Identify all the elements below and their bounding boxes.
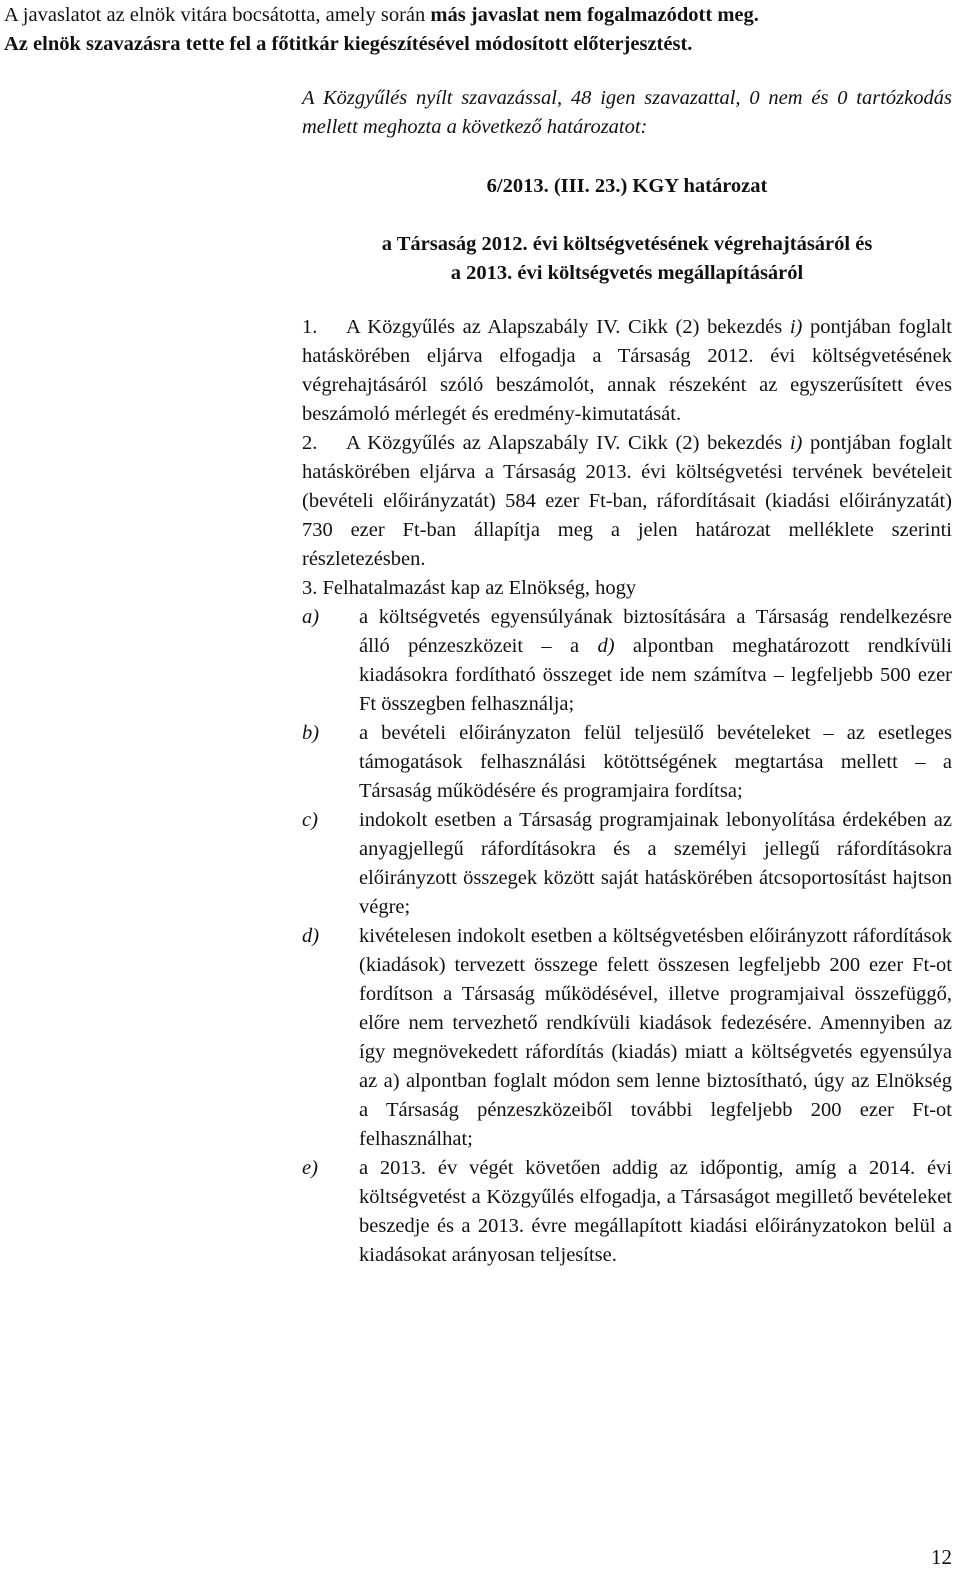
resolution-title-line1: a Társaság 2012. évi költségvetésének végrehajtásáról és — [381, 233, 873, 255]
point-2 — [302, 429, 952, 574]
sub-item-italic-ref: d) — [597, 635, 615, 657]
sub-item-list — [302, 603, 952, 1270]
point-text: pontjában foglalt hatáskörében eljárva a Társaság 2013. évi költségvetési tervének bevételeit (bevételi előirányzatát) 584 ezer Ft-ban, ráfordításait (kiadási előirányzatát) 730 ezer Ft-ban állapítja meg a jelen határozat melléklete szerinti részletezésben. — [302, 432, 952, 570]
resolution-title-line2: a 2013. évi költségvetés megállapításáról — [450, 262, 804, 284]
sub-item-text-part: alpontban meghatározott rendkívüli kiadásokra fordítható összeget ide nem számítva – legfeljebb 500 ezer Ft összegben felhasználja; — [359, 635, 952, 715]
resolution-number: 6/2013. (III. 23.) KGY határozat — [486, 175, 768, 197]
point-text: Felhatalmazást kap az Elnökség, hogy — [322, 577, 637, 599]
sub-item-d — [302, 922, 952, 1154]
sub-item-text: a 2013. év végét követően addig az időpontig, amíg a 2014. évi költségvetést a Közgyűlés elfogadja, a Társaságot megillető bevételeket beszedje és a 2013. évre megállapított kiadási előirányzatokon belül a kiadásokat arányosan teljesítse. — [359, 1157, 952, 1266]
intro-text: A javaslatot az elnök vitára bocsátotta, amely során — [4, 4, 431, 26]
intro-bold-line2: Az elnök szavazásra tette fel a főtitkár kiegészítésével módosított előterjesztést. — [4, 33, 693, 55]
sub-item-label: c) — [302, 809, 318, 831]
page-number: 12 — [931, 1545, 952, 1569]
sub-item-text: indokolt esetben a Társaság programjainak lebonyolítása érdekében az anyagjellegű ráfordításokra és a személyi jellegű ráfordításokra előirányzott összegek között saját hatáskörében átcsoportosítást hajtson végre; — [359, 809, 952, 918]
sub-item-text: kivételesen indokolt esetben a költségvetésben előirányzott ráfordítások (kiadások) tervezett összege felett összesen legfeljebb 200 ezer Ft-ot fordítson a Társaság működésével, illetve programjaival összefüggő, előre nem tervezhető rendkívüli kiadások fedezésére. Amennyiben az így megnövekedett ráfordítás (kiadás) miatt a költségvetés egyensúlya az a) alpontban foglalt módon sem lenne biztosítható, úgy az Elnökség a Társaság pénzeszközeiből további legfeljebb 200 ezer Ft-ot felhasználhat; — [359, 925, 952, 1150]
point-text: A Közgyűlés az Alapszabály IV. Cikk (2) bekezdés — [346, 316, 790, 338]
sub-item-label: a) — [302, 606, 320, 628]
sub-item-c — [302, 806, 952, 922]
vote-result-paragraph: A Közgyűlés nyílt szavazással, 48 igen szavazattal, 0 nem és 0 tartózkodás mellett meghozta a következő határozatot: — [302, 87, 952, 138]
point-3 — [302, 574, 952, 603]
point-italic-ref: i) — [789, 432, 803, 454]
sub-item-text: a bevételi előirányzaton felül teljesülő bevételeket – az esetleges támogatások felhasználási kötöttségének megtartása mellett – a Társaság működésére és programjaira fordítsa; — [359, 722, 952, 802]
resolution-title — [302, 230, 952, 288]
point-number: 2. — [302, 432, 318, 454]
sub-item-a — [302, 603, 952, 719]
sub-item-label: e) — [302, 1157, 318, 1179]
sub-item-b — [302, 719, 952, 806]
point-text: pontjában foglalt hatáskörében eljárva elfogadja a Társaság 2012. évi költségvetésének végrehajtásáról szóló beszámolót, annak részeként az egyszerűsített éves beszámoló mérlegét és eredmény-kimutatását. — [302, 316, 952, 425]
sub-item-text-part: a költségvetés egyensúlyának biztosítására a Társaság rendelkezésre álló pénzeszközeit – a — [359, 606, 952, 657]
sub-item-label: d) — [302, 925, 320, 947]
point-number: 3. — [302, 577, 318, 599]
point-text: A Közgyűlés az Alapszabály IV. Cikk (2) bekezdés — [346, 432, 790, 454]
intro-bold-text: más javaslat nem fogalmazódott meg. — [430, 4, 759, 26]
sub-item-text — [359, 603, 952, 719]
sub-item-e — [302, 1154, 952, 1270]
point-italic-ref: i) — [789, 316, 803, 338]
point-1 — [302, 313, 952, 429]
point-number: 1. — [302, 316, 318, 338]
sub-item-label: b) — [302, 722, 320, 744]
intro-paragraph — [4, 1, 952, 59]
resolution-points — [302, 313, 952, 1270]
